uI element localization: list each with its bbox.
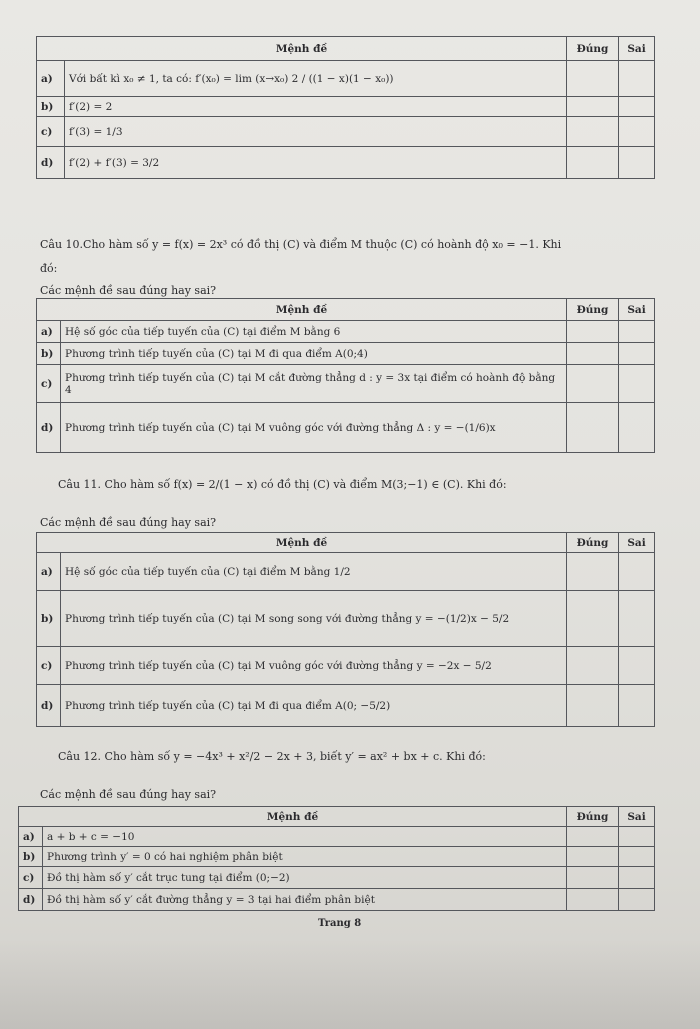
statement-text: a + b + c = −10	[43, 827, 567, 847]
false-cell[interactable]	[619, 553, 655, 591]
false-cell[interactable]	[619, 97, 655, 117]
false-cell[interactable]	[619, 343, 655, 365]
question-12-intro: Các mệnh đề sau đúng hay sai?	[40, 788, 217, 801]
question-10-intro: Các mệnh đề sau đúng hay sai?	[40, 284, 217, 297]
statement-text: f′(3) = 1/3	[65, 117, 567, 147]
statement-text: Phương trình tiếp tuyến của (C) tại M song song với đường thẳng y = −(1/2)x − 5/2	[61, 591, 567, 647]
false-cell[interactable]	[619, 117, 655, 147]
false-cell[interactable]	[619, 365, 655, 403]
true-cell[interactable]	[567, 847, 619, 867]
false-cell[interactable]	[619, 61, 655, 97]
statement-text: Hệ số góc của tiếp tuyến của (C) tại điểm M bằng 1/2	[61, 553, 567, 591]
statement-text: Đồ thị hàm số y′ cắt đường thẳng y = 3 tại hai điểm phân biệt	[43, 889, 567, 911]
header-false: Sai	[619, 37, 655, 61]
header-false: Sai	[619, 533, 655, 553]
table-q12	[18, 806, 655, 911]
table-row: c) Phương trình tiếp tuyến của (C) tại M vuông góc với đường thẳng y = −2x − 5/2	[37, 647, 655, 685]
header-true: Đúng	[567, 807, 619, 827]
question-12-stem: Câu 12. Cho hàm số y = −4x³ + x²/2 − 2x + 3, biết y′ = ax² + bx + c. Khi đó:	[58, 750, 486, 763]
table-row: d) Đồ thị hàm số y′ cắt đường thẳng y = 3 tại hai điểm phân biệt	[19, 889, 655, 911]
table-row: c) Đồ thị hàm số y′ cắt trục tung tại điểm (0;−2)	[19, 867, 655, 889]
table-row: b) f′(2) = 2	[37, 97, 655, 117]
table-row: d) f′(2) + f′(3) = 3/2	[37, 147, 655, 179]
statement-text: Phương trình tiếp tuyến của (C) tại M đi qua điểm A(0; −5/2)	[61, 685, 567, 727]
statement-text: Phương trình y′ = 0 có hai nghiệm phân biệt	[43, 847, 567, 867]
true-cell[interactable]	[567, 685, 619, 727]
statement-text: Phương trình tiếp tuyến của (C) tại M vuông góc với đường thẳng y = −2x − 5/2	[61, 647, 567, 685]
true-cell[interactable]	[567, 321, 619, 343]
question-10-stem: Câu 10.Cho hàm số y = f(x) = 2x³ có đồ thị (C) và điểm M thuộc (C) có hoành độ x₀ = −1. Khi	[40, 238, 562, 251]
table-row: a) a + b + c = −10	[19, 827, 655, 847]
question-11-stem: Câu 11. Cho hàm số f(x) = 2/(1 − x) có đồ thị (C) và điểm M(3;−1) ∈ (C). Khi đó:	[58, 478, 507, 491]
false-cell[interactable]	[619, 403, 655, 453]
statement-text: Với bất kì x₀ ≠ 1, ta có: f′(x₀) = lim (x→x₀) 2 / ((1 − x)(1 − x₀))	[65, 61, 567, 97]
statement-text: Phương trình tiếp tuyến của (C) tại M đi qua điểm A(0;4)	[61, 343, 567, 365]
true-cell[interactable]	[567, 343, 619, 365]
true-cell[interactable]	[567, 403, 619, 453]
question-11-intro: Các mệnh đề sau đúng hay sai?	[40, 516, 217, 529]
table-q11	[36, 532, 655, 727]
table-row: a) Với bất kì x₀ ≠ 1, ta có: f′(x₀) = lim (x→x₀) 2 / ((1 − x)(1 − x₀))	[37, 61, 655, 97]
table-row: a) Hệ số góc của tiếp tuyến của (C) tại điểm M bằng 1/2	[37, 553, 655, 591]
false-cell[interactable]	[619, 827, 655, 847]
header-false: Sai	[619, 299, 655, 321]
false-cell[interactable]	[619, 867, 655, 889]
table-row: b) Phương trình y′ = 0 có hai nghiệm phân biệt	[19, 847, 655, 867]
header-statement: Mệnh đề	[37, 299, 567, 321]
statement-text: f′(2) + f′(3) = 3/2	[65, 147, 567, 179]
false-cell[interactable]	[619, 147, 655, 179]
true-cell[interactable]	[567, 867, 619, 889]
header-true: Đúng	[567, 533, 619, 553]
table-row: c) f′(3) = 1/3	[37, 117, 655, 147]
false-cell[interactable]	[619, 889, 655, 911]
table-row: d) Phương trình tiếp tuyến của (C) tại M đi qua điểm A(0; −5/2)	[37, 685, 655, 727]
statement-text: f′(2) = 2	[65, 97, 567, 117]
table-row: b) Phương trình tiếp tuyến của (C) tại M song song với đường thẳng y = −(1/2)x − 5/2	[37, 591, 655, 647]
header-true: Đúng	[567, 37, 619, 61]
table-q9	[36, 36, 655, 179]
table-row: a) Hệ số góc của tiếp tuyến của (C) tại điểm M bằng 6	[37, 321, 655, 343]
statement-text: Phương trình tiếp tuyến của (C) tại M vuông góc với đường thẳng Δ : y = −(1/6)x	[61, 403, 567, 453]
header-false: Sai	[619, 807, 655, 827]
table-row: c) Phương trình tiếp tuyến của (C) tại M cắt đường thẳng d : y = 3x tại điểm có hoành độ bằng 4	[37, 365, 655, 403]
true-cell[interactable]	[567, 827, 619, 847]
table-row: b) Phương trình tiếp tuyến của (C) tại M đi qua điểm A(0;4)	[37, 343, 655, 365]
false-cell[interactable]	[619, 685, 655, 727]
true-cell[interactable]	[567, 647, 619, 685]
statement-text: Phương trình tiếp tuyến của (C) tại M cắt đường thẳng d : y = 3x tại điểm có hoành độ bằng 4	[61, 365, 567, 403]
header-statement: Mệnh đề	[19, 807, 567, 827]
false-cell[interactable]	[619, 321, 655, 343]
true-cell[interactable]	[567, 553, 619, 591]
photo-shadow	[0, 939, 700, 1029]
header-true: Đúng	[567, 299, 619, 321]
true-cell[interactable]	[567, 889, 619, 911]
page-number: Trang 8	[318, 918, 362, 929]
header-statement: Mệnh đề	[37, 533, 567, 553]
table-q10	[36, 298, 655, 453]
true-cell[interactable]	[567, 97, 619, 117]
false-cell[interactable]	[619, 647, 655, 685]
true-cell[interactable]	[567, 365, 619, 403]
false-cell[interactable]	[619, 847, 655, 867]
true-cell[interactable]	[567, 147, 619, 179]
statement-text: Hệ số góc của tiếp tuyến của (C) tại điểm M bằng 6	[61, 321, 567, 343]
table-row: d) Phương trình tiếp tuyến của (C) tại M vuông góc với đường thẳng Δ : y = −(1/6)x	[37, 403, 655, 453]
false-cell[interactable]	[619, 591, 655, 647]
true-cell[interactable]	[567, 61, 619, 97]
statement-text: Đồ thị hàm số y′ cắt trục tung tại điểm (0;−2)	[43, 867, 567, 889]
question-10-stem-cont: đó:	[40, 262, 58, 275]
true-cell[interactable]	[567, 591, 619, 647]
true-cell[interactable]	[567, 117, 619, 147]
header-statement: Mệnh đề	[37, 37, 567, 61]
